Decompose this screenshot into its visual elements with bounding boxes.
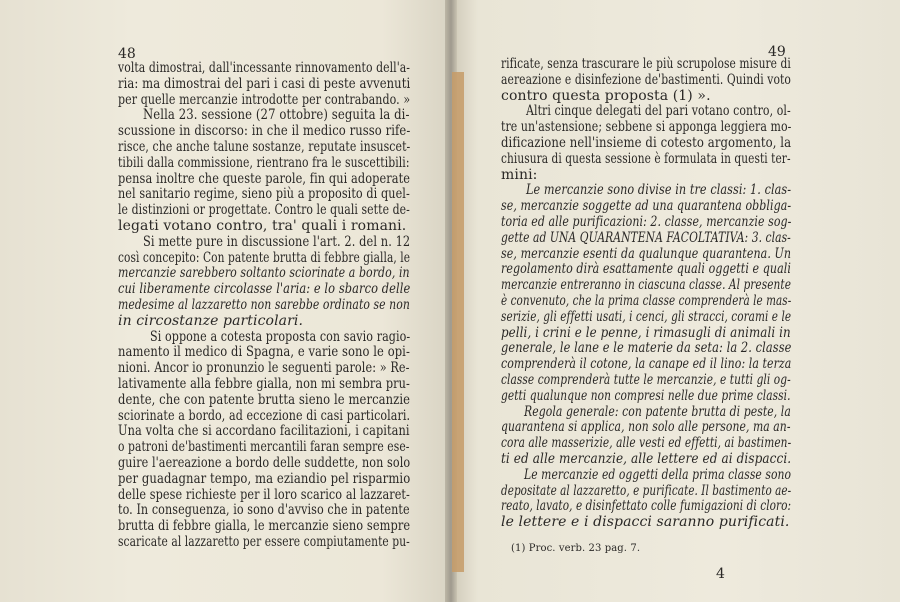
right-page-text-line: cora alle masserizie, alle vesti ed effetti, ai bastimen- — [501, 435, 792, 452]
left-page-text-line: scaricate al lazzaretto per essere compiutamente pu- — [118, 534, 410, 550]
left-page-text-line: Una volta che si accordano facilitazioni, i capitani — [118, 423, 410, 440]
left-page-text-line: così concepito: Con patente brutta di febbre gialla, le — [118, 249, 411, 266]
left-page-text-line: Si mette pure in discussione l'art. 2. del n. 12 — [143, 233, 411, 250]
right-page-text-line: comprenderà il cotone, la canape ed il lino: la terza — [501, 356, 792, 373]
left-page-text-line: sciorinate a bordo, ad eccezione di casi particolari. — [118, 407, 411, 424]
right-page-text-line: mercanzie entreranno in ciascuna classe. Al presente — [501, 277, 792, 294]
left-page-text-line: volta dimostrai, dall'incessante rinnovamento dell'a- — [118, 60, 411, 76]
right-page-text-line: serizie, gli effetti usati, i cenci, gli stracci, corami e le — [501, 308, 792, 325]
right-page-text-line: generale, le lane e le materie da seta: la 2. classe — [501, 340, 792, 357]
left-page-text-line: dente, che con patente brutta sieno le mercanzie — [118, 391, 411, 408]
left-page-text-line: cui liberamente circolasse l'aria: e lo sbarco delle — [118, 281, 411, 298]
page-edge-strip — [452, 72, 464, 572]
right-page-text-line: gette ad UNA QUARANTENA FACOLTATIVA: 3. clas- — [501, 229, 791, 246]
left-page-text-line: ria: ma dimostrai del pari i casi di peste avvenuti — [118, 75, 411, 92]
right-page-text-line: getti qualunque non compresi nelle due prime classi. — [501, 387, 791, 404]
right-page-text-line: toria ed alle purificazioni: 2. classe, mercanzie sog- — [501, 214, 792, 230]
right-page-text-line: chiusura di questa sessione è formulata in questi ter- — [501, 150, 791, 167]
left-page-text-line: in circostanze particolari. — [118, 312, 304, 329]
signature-mark: 4 — [716, 566, 725, 582]
left-page-text-line: le distinzioni or progettate. Contro le quali sette de- — [118, 202, 410, 219]
left-page-text-line: delle spese richieste per il loro scarico al lazzaret- — [118, 486, 410, 503]
left-page-text-line: brutta di febbre gialla, le mercanzie sieno sempre — [118, 518, 411, 535]
left-page-text-line: per quelle mercanzie introdotte per contrabando. » — [118, 91, 411, 108]
left-page-text-line: per guadagnar tempo, ma eziandio pel risparmio — [118, 470, 411, 487]
left-page-text-line: guire l'aereazione a bordo delle suddette, non solo — [118, 455, 411, 471]
right-page-text-line: regolamento dirà esattamente quali oggetti e quali — [501, 261, 792, 278]
left-page-text-line: lativamente alla febbre gialla, non mi sembra pru- — [118, 376, 410, 392]
left-page-text-line: pensa inoltre che queste parole, fin qui adoperate — [118, 170, 411, 187]
left-page-text-line: medesime al lazzaretto non sarebbe ordinato se non — [118, 297, 410, 313]
left-page-text-line: tibili dalla commissione, rientrano fra le suscettibili: — [118, 154, 410, 171]
left-page-text-line: Si oppone a cotesta proposta con savio ragio- — [150, 328, 411, 345]
right-page-text-line: aereazione e disinfezione de'bastimenti. Quindi voto — [501, 71, 791, 88]
left-page — [0, 0, 449, 602]
left-page-text-line: risce, che anche talune sostanze, reputate insuscet- — [118, 139, 411, 155]
right-page-text-line: mini: — [501, 166, 538, 183]
left-page-text-line: namento il medico di Spagna, e varie sono le opi- — [118, 344, 410, 361]
left-page-text-line: legati votano contro, tra' quali i romani. — [118, 218, 407, 234]
left-page-text-line: Nella 23. sessione (27 ottobre) seguita la di- — [143, 107, 410, 124]
right-page-text-line: Altri cinque delegati del pari votano contro, ol- — [526, 103, 791, 120]
right-page-text-line: le lettere e i dispacci saranno purificati. — [501, 514, 790, 531]
right-page-text-line: se, mercanzie esenti da qualunque quarantena. Un — [501, 245, 792, 262]
left-page-text-line: o patroni de'bastimenti mercantili faran sempre ese- — [118, 439, 410, 456]
right-page-text-line: dificazione nell'insieme di cotesto argomento, la — [501, 135, 792, 151]
left-page-text-line: scussione in discorso: in che il medico russo rife- — [118, 123, 411, 140]
right-page-text-line: depositate al lazzaretto, e purificate. Il bastimento ae- — [501, 482, 792, 499]
left-page-number: 48 — [118, 46, 136, 62]
right-page-text-line: Regola generale: con patente brutta di peste, la — [524, 403, 791, 420]
right-page-text-line: quarantena si applica, non solo alle persone, ma an- — [501, 419, 791, 436]
right-page-text-line: tre un'astensione; sebbene si apponga leggiera mo- — [501, 119, 792, 136]
right-page-text-line: reato, lavato, e disinfettato colle fumigazioni di cloro: — [501, 498, 792, 515]
right-page-text-line: ti ed alle mercanzie, alle lettere ed ai dispacci. — [501, 451, 792, 467]
right-page — [451, 0, 900, 602]
right-page-number: 49 — [768, 44, 786, 60]
right-page-text-line: è convenuto, che la prima classe comprenderà le mas- — [501, 293, 792, 309]
right-page-text-line: Le mercanzie ed oggetti della prima classe sono — [524, 466, 792, 483]
right-page-text-line: classe comprenderà tutte le mercanzie, e tutti gli og- — [501, 372, 791, 388]
footnote: (1) Proc. verb. 23 pag. 7. — [511, 543, 641, 554]
right-page-text-line: se, mercanzie soggette ad una quarantena obbliga- — [501, 198, 792, 215]
left-page-text-line: nioni. Ancor io pronunzio le seguenti parole: » Re- — [118, 360, 410, 377]
right-page-text-line: rificate, senza trascurare le più scrupolose misure di — [501, 56, 791, 72]
left-page-text-line: mercanzie sarebbero soltanto sciorinate a bordo, in — [118, 265, 410, 282]
right-page-text-line: pelli, i crini e le penne, i rimasugli di animali in — [501, 324, 791, 341]
right-page-text-line: contro questa proposta (1) ». — [501, 87, 711, 104]
left-page-text-line: to. In conseguenza, io sono d'avviso che in patente — [118, 502, 410, 519]
right-page-text-line: Le mercanzie sono divise in tre classi: 1. clas- — [526, 182, 792, 199]
left-page-text-line: nel sanitario regime, sieno più a proposito di quel- — [118, 186, 410, 203]
